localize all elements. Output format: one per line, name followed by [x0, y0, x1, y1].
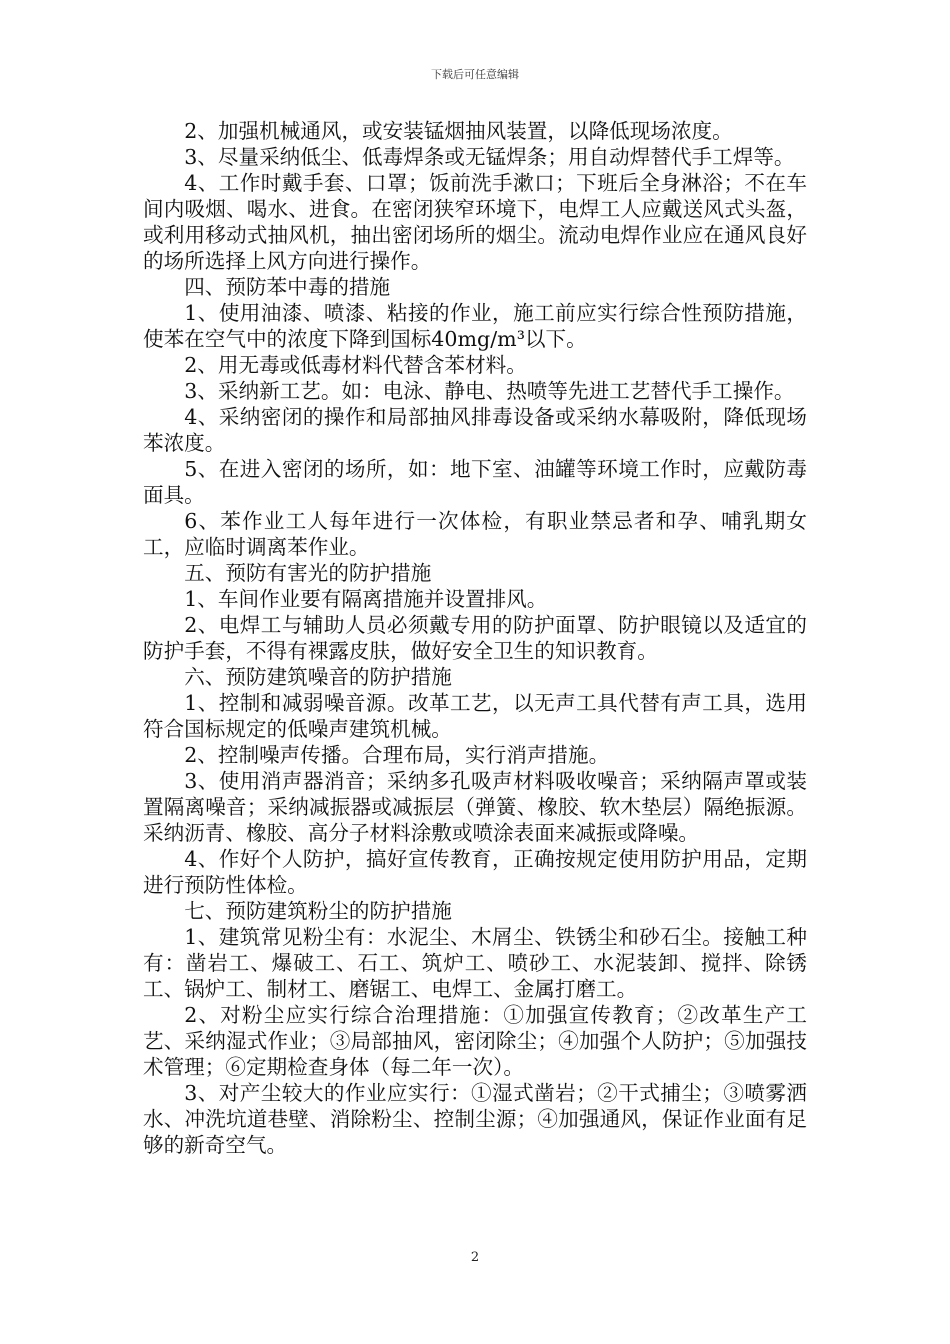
page-header-note: 下载后可任意编辑 [431, 68, 519, 81]
section-heading: 四、预防苯中毒的措施 [184, 275, 391, 299]
paragraph: 3、采纳新工艺。如：电泳、静电、热喷等先进工艺替代手工操作。 [184, 379, 795, 403]
section-heading: 七、预防建筑粉尘的防护措施 [184, 899, 452, 923]
paragraph: 4、作好个人防护，搞好宣传教育，正确按规定使用防护用品，定期进行预防性体检。 [143, 847, 807, 897]
section-heading: 五、预防有害光的防护措施 [184, 561, 432, 585]
paragraph: 2、电焊工与辅助人员必须戴专用的防护面罩、防护眼镜以及适宜的防护手套，不得有裸露皮肤，做好安全卫生的知识教育。 [143, 613, 807, 663]
paragraph: 1、控制和减弱噪音源。改革工艺，以无声工具代替有声工具，选用符合国标规定的低噪声建筑机械。 [143, 691, 807, 741]
page-number: 2 [470, 1250, 480, 1265]
paragraph: 3、使用消声器消音；采纳多孔吸声材料吸收噪音；采纳隔声罩或装置隔离噪音；采纳减振器或减振层（弹簧、橡胶、软木垫层）隔绝振源。采纳沥青、橡胶、高分子材料涂敷或喷涂表面来减振或降噪。 [143, 769, 807, 845]
paragraph: 4、采纳密闭的操作和局部抽风排毒设备或采纳水幕吸附，降低现场苯浓度。 [143, 405, 807, 455]
paragraph: 2、控制噪声传播。合理布局，实行消声措施。 [184, 743, 610, 767]
paragraph: 3、对产尘较大的作业应实行：①湿式凿岩；②干式捕尘；③喷雾洒水、冲洗坑道巷壁、消除粉尘、控制尘源；④加强通风，保证作业面有足够的新奇空气。 [143, 1081, 807, 1157]
document-body [143, 118, 807, 1158]
paragraph: 1、建筑常见粉尘有：水泥尘、木屑尘、铁锈尘和砂石尘。接触工种有：凿岩工、爆破工、石工、筑炉工、喷砂工、水泥装卸、搅拌、除锈工、锅炉工、制材工、磨锯工、电焊工、金属打磨工。 [143, 925, 807, 1001]
section-heading: 六、预防建筑噪音的防护措施 [184, 665, 452, 689]
paragraph: 2、加强机械通风，或安装锰烟抽风装置，以降低现场浓度。 [184, 119, 733, 143]
paragraph: 2、用无毒或低毒材料代替含苯材料。 [184, 353, 527, 377]
paragraph: 1、使用油漆、喷漆、粘接的作业，施工前应实行综合性预防措施，使苯在空气中的浓度下降到国标40mg/m³以下。 [143, 301, 807, 351]
paragraph: 5、在进入密闭的场所，如：地下室、油罐等环境工作时，应戴防毒面具。 [143, 457, 807, 507]
paragraph: 1、车间作业要有隔离措施并设置排风。 [184, 587, 548, 611]
paragraph: 4、工作时戴手套、口罩；饭前洗手漱口；下班后全身淋浴；不在车间内吸烟、喝水、进食。在密闭狭窄环境下，电焊工人应戴送风式头盔，或利用移动式抽风机，抽出密闭场所的烟尘。流动电焊作业应在通风良好的场所选择上风方向进行操作。 [143, 171, 807, 273]
paragraph: 2、对粉尘应实行综合治理措施：①加强宣传教育；②改革生产工艺、采纳湿式作业；③局部抽风，密闭除尘；④加强个人防护；⑤加强技术管理；⑥定期检查身体（每二年一次）。 [143, 1003, 807, 1079]
paragraph: 6、苯作业工人每年进行一次体检，有职业禁忌者和孕、哺乳期女工，应临时调离苯作业。 [143, 509, 807, 559]
paragraph: 3、尽量采纳低尘、低毒焊条或无锰焊条；用自动焊替代手工焊等。 [184, 145, 795, 169]
